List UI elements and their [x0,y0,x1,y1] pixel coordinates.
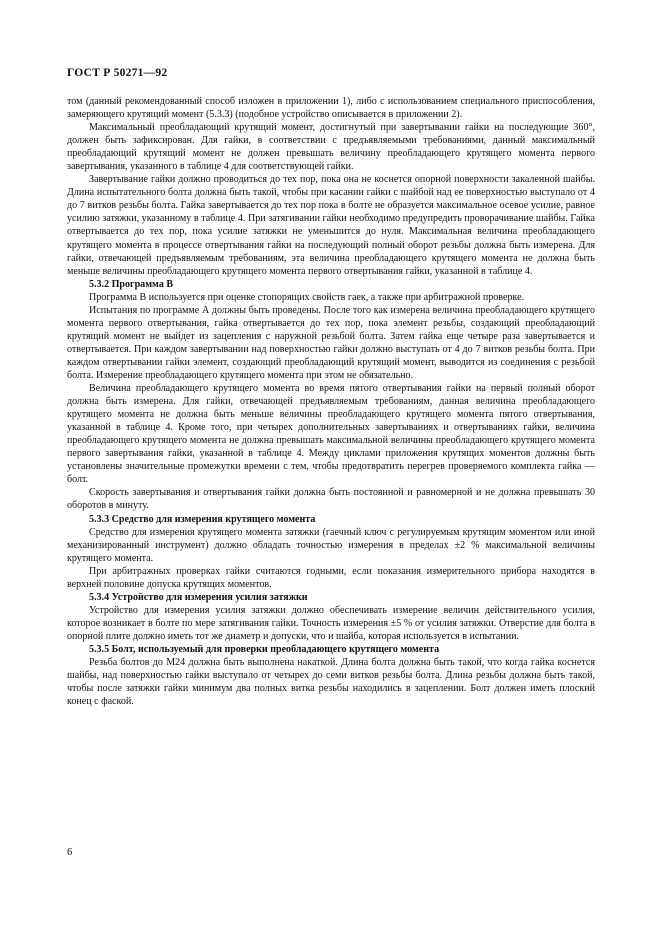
section-heading-5-3-4: 5.3.4 Устройство для измерения усилия затяжки [89,591,308,603]
page-number: 6 [67,847,73,858]
paragraph: Устройство для измерения усилия затяжки должно обеспечивать измерение величин действительного усилия, которое возникает в болте по мере затягивания гайки. Точность измерения ±5 % от усилия затяжки. Отверстие для болта в опорной плите должно иметь тот же диаметр и допуски, что и шайба, которая используется в испытании. [67,604,595,642]
document-body [67,95,595,708]
paragraph: Программа В используется при оценке стопорящих свойств гаек, а также при арбитражной проверке. [89,291,525,303]
paragraph: При арбитражных проверках гайки считаются годными, если показания измерительного прибора находятся в верхней половине допуска крутящих моментов. [67,565,595,590]
paragraph: Максимальный преобладающий крутящий момент, достигнутый при завертывании гайки на последующие 360°, должен быть зафиксирован. Для гайки, в соответствии с предъявляемыми требованиями, данный максимальный преобладающий крутящий момент не должен превышать величину преобладающего крутящего момента первого завертывания, указанного в таблице 4 для соответствующей гайки. [67,122,595,173]
paragraph: Средство для измерения крутящего момента затяжки (гаечный ключ с регулируемым крутящим моментом или иной механизированный инструмент) должно обладать точностью измерения в пределах ±2 % максимальной величины крутящего момента. [67,526,595,564]
paragraph: Величина преобладающего крутящего момента во время пятого отвертывания гайки на первый полный оборот должна быть измерена. Для гайки, отвечающей предъявляемым требованиям, данная величина преобладающего крутящего момента не должна быть меньше величины преобладающего крутящего момента пятого отвертывания, указанной в таблице 4. Кроме того, при четырех дополнительных завертываниях и отвертываниях гайки, величина преобладающего крутящего момента не должна превышать максимальной величины преобладающего крутящего момента первого завертывания гайки, указанной в таблице 4. Между циклами приложения крутящих моментов должны быть установлены значительные промежутки времени с тем, чтобы предотвратить перегрев проверяемого комплекта гайка — болт. [67,383,595,486]
paragraph: Испытания по программе А должны быть проведены. После того как измерена величина преобладающего крутящего момента первого отвертывания, гайка отвертывается до тех пор, пока элемент резьбы, создающий преобладающий крутящий момент не выйдет из зацепления с наружной резьбой болта. Затем гайка еще четыре раза завертывается и отвертывается. При каждом завертывании над поверхностью гайки должно выступать от 4 до 7 витков резьбы болта. При каждом отвертывании гайки элемент, создающий преобладающий крутящий момент, выводится из соединения с резьбой болта. Измерение преобладающего крутящего момента при этом не обязательно. [67,304,595,381]
paragraph: Резьба болтов до M24 должна быть выполнена накаткой. Длина болта должна быть такой, что когда гайка коснется шайбы, над поверхностью гайки выступало от четырех до семи витков резьбы болта. Длина резьбы должна быть такой, чтобы после затяжки гайки минимум два полных витка резьбы находились в зацеплении. Болт должен иметь плоский конец с фаской. [67,657,595,708]
paragraph: Завертывание гайки должно проводиться до тех пор, пока она не коснется опорной поверхности закаленной шайбы. Длина испытательного болта должна быть такой, чтобы при касании гайки с шайбой над ее поверхностью выступало от 4 до 7 витков резьбы болта. Гайка завертывается до тех пор пока в болте не образуется максимальное осевое усилие, равное усилию затяжки, указанному в таблице 4. При затягивании гайки необходимо предупредить проворачивание шайбы. Гайка отвертывается до тех пор, пока усилие затяжки не уменьшится до нуля. Максимальная величина преобладающего крутящего момента в процессе отвертывания гайки на последующий полный оборот резьбы должна быть измерена. Для гайки, отвечающей предъявляемым требованиям, эта величина преобладающего крутящего момента не должна быть меньше величины преобладающего крутящего момента первого отвертывания гайки, указанной в таблице 4. [67,174,595,277]
section-heading-5-3-5: 5.3.5 Болт, используемый для проверки преобладающего крутящего момента [89,643,440,655]
section-heading-5-3-2: 5.3.2 Программа В [89,278,174,290]
paragraph: Скорость завертывания и отвертывания гайки должна быть постоянной и равномерной и не должна превышать 30 оборотов в минуту. [67,487,595,512]
section-heading-5-3-3: 5.3.3 Средство для измерения крутящего момента [89,513,316,525]
paragraph-continued: том (данный рекомендованный способ изложен в приложении 1), либо с использованием специального приспособления, замеряющего крутящий момент (5.3.3) (подобное устройство описывается в приложении 2). [67,96,595,121]
document-code-header: ГОСТ Р 50271—92 [67,66,168,79]
